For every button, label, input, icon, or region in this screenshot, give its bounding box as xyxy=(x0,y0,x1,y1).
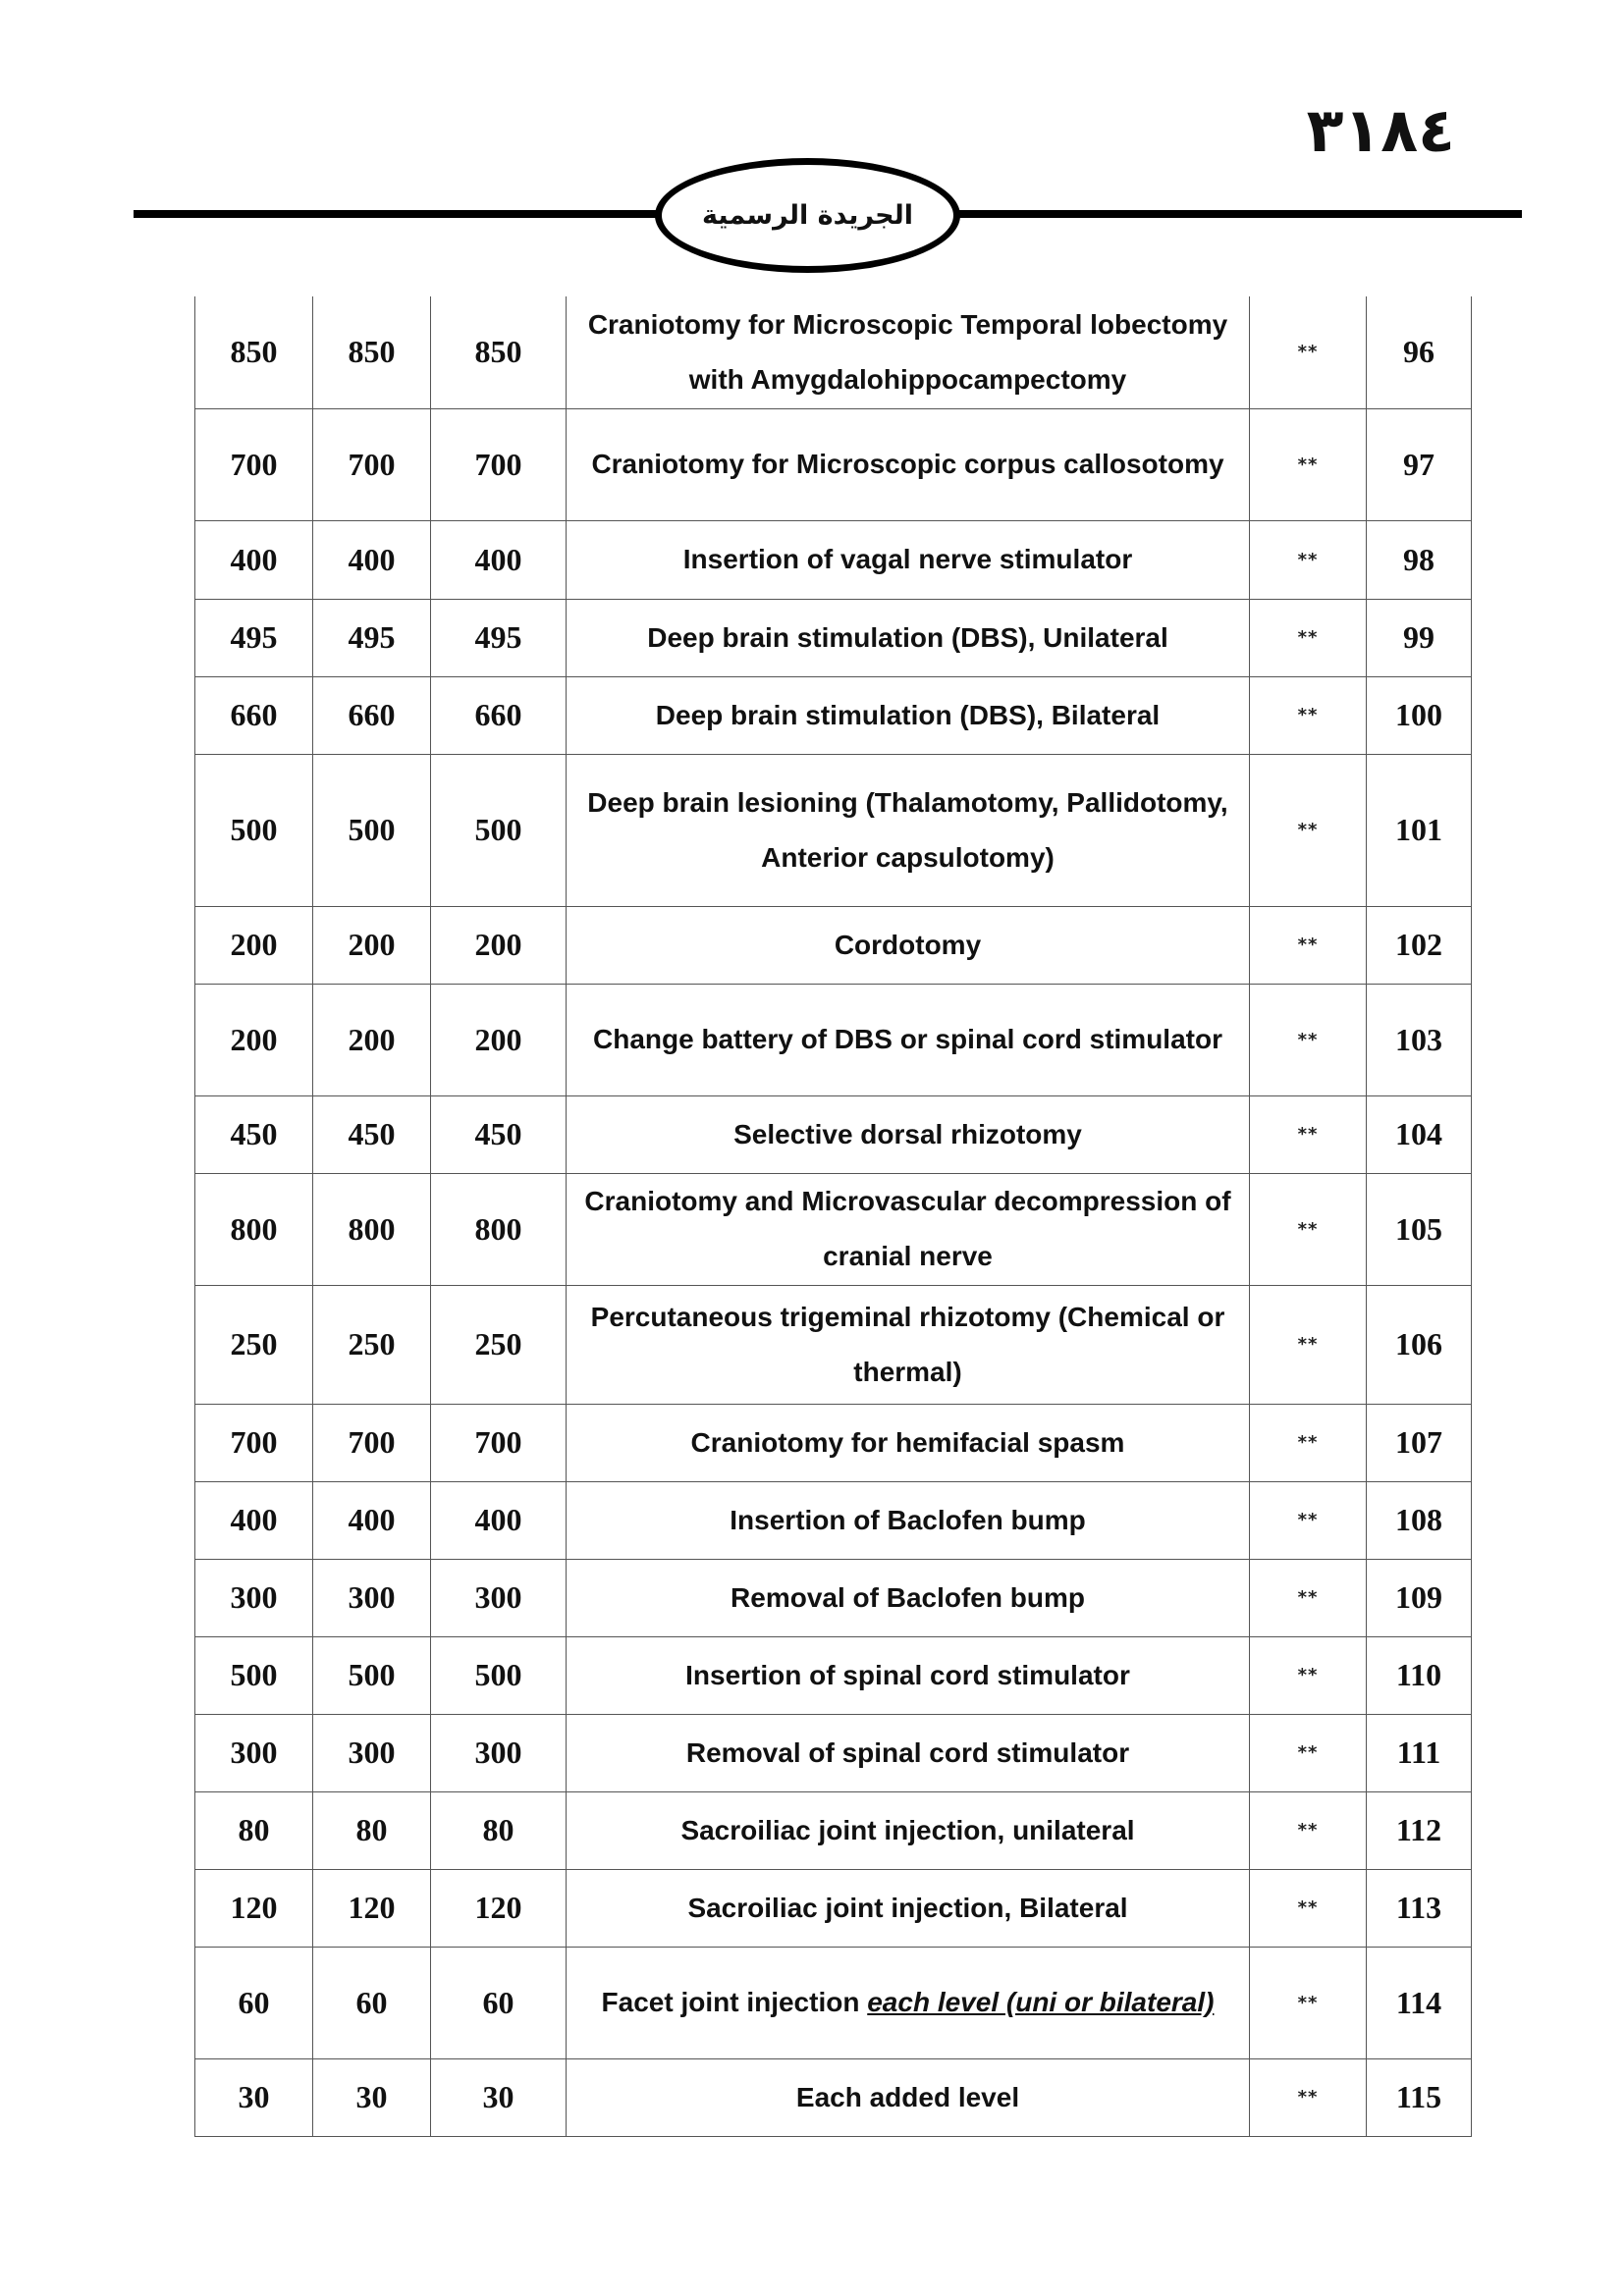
item-number-cell-text: 114 xyxy=(1395,1984,1442,2020)
fee-cell-2 xyxy=(313,1481,431,1559)
item-number-cell-text: 96 xyxy=(1403,334,1435,370)
procedure-cell xyxy=(567,1559,1250,1636)
mark-cell-text: ** xyxy=(1297,1432,1319,1453)
mark-cell-text: ** xyxy=(1297,1334,1319,1355)
procedure-cell xyxy=(567,984,1250,1095)
table-row xyxy=(195,1869,1472,1947)
fee-cell-2 xyxy=(313,599,431,676)
item-number-cell xyxy=(1367,599,1472,676)
procedure-cell xyxy=(567,1636,1250,1714)
procedure-cell xyxy=(567,1869,1250,1947)
procedure-cell-text: Deep brain stimulation (DBS), Bilateral xyxy=(655,699,1161,730)
mark-cell xyxy=(1250,906,1367,984)
item-number-cell-text: 104 xyxy=(1395,1116,1442,1151)
mark-cell xyxy=(1250,2058,1367,2136)
fee-cell-1-text: 400 xyxy=(230,541,278,577)
procedure-cell-text: Each added level xyxy=(795,2081,1020,2112)
fee-cell-2 xyxy=(313,984,431,1095)
fee-cell-2-text: 700 xyxy=(348,1424,396,1460)
fee-cell-1-text: 400 xyxy=(230,1502,278,1537)
item-number-cell xyxy=(1367,1791,1472,1869)
fee-cell-1-text: 800 xyxy=(230,1210,278,1247)
fee-cell-1-text: 500 xyxy=(230,1657,278,1692)
fee-cell-3 xyxy=(431,296,567,408)
procedure-cell-text: Deep brain stimulation (DBS), Unilateral xyxy=(647,621,1168,653)
fee-cell-2-text: 450 xyxy=(348,1116,396,1151)
fee-cell-2-text: 400 xyxy=(348,541,396,577)
fee-cell-2-text: 495 xyxy=(348,619,396,655)
fee-cell-3 xyxy=(431,2058,567,2136)
item-number-cell xyxy=(1367,520,1472,599)
fee-cell-1 xyxy=(195,1173,313,1285)
mark-cell-text: ** xyxy=(1297,454,1319,475)
fee-cell-1 xyxy=(195,1869,313,1947)
procedure-cell-text: Craniotomy for Microscopic corpus callosotomy xyxy=(591,449,1224,479)
fee-cell-2 xyxy=(313,1095,431,1173)
table-row xyxy=(195,1947,1472,2058)
fee-cell-3-text: 80 xyxy=(482,1812,514,1847)
fee-cell-1-text: 200 xyxy=(230,927,278,962)
table-row xyxy=(195,1285,1472,1404)
table-row xyxy=(195,1714,1472,1791)
procedure-cell-text: Sacroiliac joint injection, Bilateral xyxy=(687,1892,1128,1923)
mark-cell-text: ** xyxy=(1297,342,1319,363)
table-row xyxy=(195,984,1472,1095)
fee-cell-1-text: 700 xyxy=(230,1424,278,1460)
fee-cell-3 xyxy=(431,1947,567,2058)
procedure-cell xyxy=(567,1947,1250,2058)
mark-cell-text: ** xyxy=(1297,1665,1319,1685)
procedure-cell-text: Sacroiliac joint injection, unilateral xyxy=(680,1814,1135,1845)
fee-cell-3-text: 500 xyxy=(474,812,522,847)
procedure-cell-text: Craniotomy and Microvascular decompression of cranial nerve xyxy=(584,1186,1231,1271)
fee-cell-2 xyxy=(313,1714,431,1791)
fee-cell-3 xyxy=(431,984,567,1095)
item-number-cell-text: 107 xyxy=(1395,1424,1442,1460)
procedure-cell xyxy=(567,296,1250,408)
procedure-cell-text: Deep brain lesioning (Thalamotomy, Pallidotomy, Anterior capsulotomy) xyxy=(587,786,1228,873)
fee-cell-2-text: 500 xyxy=(348,812,396,847)
table-row xyxy=(195,296,1472,408)
procedure-cell-text: Selective dorsal rhizotomy xyxy=(733,1118,1082,1149)
item-number-cell xyxy=(1367,1714,1472,1791)
table-row xyxy=(195,906,1472,984)
fee-cell-3 xyxy=(431,1869,567,1947)
fee-cell-2 xyxy=(313,1285,431,1404)
fee-cell-1 xyxy=(195,676,313,754)
procedure-cell-text: Craniotomy for hemifacial spasm xyxy=(690,1426,1125,1458)
mark-cell-text: ** xyxy=(1297,1124,1319,1145)
table-row xyxy=(195,676,1472,754)
fee-cell-2-text: 250 xyxy=(348,1326,396,1362)
fee-cell-1 xyxy=(195,754,313,906)
fee-cell-3 xyxy=(431,754,567,906)
fee-cell-1 xyxy=(195,906,313,984)
fee-cell-1-text: 300 xyxy=(230,1735,278,1770)
fee-cell-3-text: 700 xyxy=(474,1424,522,1460)
mark-cell xyxy=(1250,1636,1367,1714)
fee-cell-1-text: 250 xyxy=(230,1326,278,1362)
item-number-cell xyxy=(1367,296,1472,408)
fee-cell-1 xyxy=(195,1636,313,1714)
fee-cell-2-text: 200 xyxy=(348,927,396,962)
item-number-cell-text: 112 xyxy=(1395,1812,1442,1847)
fee-cell-1 xyxy=(195,1285,313,1404)
fee-cell-1 xyxy=(195,984,313,1095)
fee-cell-2-text: 60 xyxy=(355,1984,388,2020)
fee-cell-2 xyxy=(313,676,431,754)
fee-cell-2-text: 120 xyxy=(348,1890,396,1925)
mark-cell-text: ** xyxy=(1297,1742,1319,1763)
fee-cell-2-text: 660 xyxy=(348,697,396,732)
fee-cell-1 xyxy=(195,1791,313,1869)
table-row xyxy=(195,754,1472,906)
fee-cell-1-text: 700 xyxy=(230,446,278,482)
fee-cell-1-text: 850 xyxy=(230,334,278,370)
fee-cell-3-text: 400 xyxy=(474,1502,522,1537)
item-number-cell xyxy=(1367,1636,1472,1714)
procedure-cell xyxy=(567,676,1250,754)
fee-cell-1 xyxy=(195,1404,313,1481)
procedure-cell xyxy=(567,754,1250,906)
fee-cell-1 xyxy=(195,599,313,676)
item-number-cell-text: 106 xyxy=(1395,1326,1442,1362)
table-row xyxy=(195,1791,1472,1869)
fee-cell-3 xyxy=(431,1173,567,1285)
mark-cell-text: ** xyxy=(1297,627,1319,648)
fee-cell-3-text: 660 xyxy=(474,697,522,732)
fee-table xyxy=(194,296,1472,2137)
fee-cell-1-text: 500 xyxy=(230,812,278,847)
table-row xyxy=(195,1173,1472,1285)
procedure-cell xyxy=(567,408,1250,520)
fee-cell-1-text: 200 xyxy=(230,1021,278,1057)
page-number: ٣١٨٤ xyxy=(1306,94,1455,166)
fee-cell-1-text: 30 xyxy=(238,2079,270,2114)
fee-cell-1-text: 60 xyxy=(238,1984,270,2020)
table-row xyxy=(195,1636,1472,1714)
procedure-cell-text: Insertion of Baclofen bump xyxy=(730,1504,1086,1535)
table-row xyxy=(195,1481,1472,1559)
fee-cell-3 xyxy=(431,1559,567,1636)
table-row xyxy=(195,1404,1472,1481)
mark-cell xyxy=(1250,408,1367,520)
item-number-cell-text: 97 xyxy=(1403,446,1435,482)
fee-cell-1 xyxy=(195,1559,313,1636)
fee-cell-1-text: 300 xyxy=(230,1579,278,1615)
fee-cell-3 xyxy=(431,1285,567,1404)
fee-cell-2 xyxy=(313,906,431,984)
fee-cell-2-text: 30 xyxy=(355,2079,388,2114)
mark-cell xyxy=(1250,1481,1367,1559)
mark-cell-text: ** xyxy=(1297,705,1319,725)
procedure-cell-text: Removal of spinal cord stimulator xyxy=(685,1736,1130,1768)
item-number-cell-text: 103 xyxy=(1395,1021,1442,1057)
table-row xyxy=(195,2058,1472,2136)
table-row xyxy=(195,408,1472,520)
item-number-cell xyxy=(1367,1173,1472,1285)
procedure-cell xyxy=(567,1481,1250,1559)
table-row xyxy=(195,1559,1472,1636)
mark-cell-text: ** xyxy=(1297,934,1319,955)
item-number-cell xyxy=(1367,1095,1472,1173)
fee-cell-3-text: 500 xyxy=(474,1657,522,1692)
procedure-cell xyxy=(567,1173,1250,1285)
item-number-cell-text: 101 xyxy=(1395,812,1442,847)
fee-cell-1-text: 80 xyxy=(238,1812,270,1847)
procedure-cell xyxy=(567,1404,1250,1481)
item-number-cell xyxy=(1367,676,1472,754)
item-number-cell-text: 108 xyxy=(1395,1502,1442,1537)
procedure-cell-text: Cordotomy xyxy=(834,929,982,960)
fee-cell-2 xyxy=(313,296,431,408)
item-number-cell-text: 109 xyxy=(1395,1579,1442,1615)
table-row xyxy=(195,599,1472,676)
procedure-cell xyxy=(567,906,1250,984)
fee-cell-2 xyxy=(313,754,431,906)
fee-cell-3-text: 200 xyxy=(474,1021,522,1057)
fee-cell-3-text: 300 xyxy=(474,1735,522,1770)
fee-cell-3-text: 300 xyxy=(474,1579,522,1615)
mark-cell xyxy=(1250,520,1367,599)
fee-cell-1-text: 120 xyxy=(230,1890,278,1925)
fee-cell-3 xyxy=(431,520,567,599)
table-row xyxy=(195,520,1472,599)
procedure-cell xyxy=(567,2058,1250,2136)
item-number-cell xyxy=(1367,1559,1472,1636)
fee-cell-1 xyxy=(195,408,313,520)
fee-cell-2-text: 80 xyxy=(355,1812,388,1847)
fee-cell-3-text: 400 xyxy=(474,541,522,577)
mark-cell-text: ** xyxy=(1297,1587,1319,1608)
fee-cell-2-text: 300 xyxy=(348,1735,396,1770)
mark-cell xyxy=(1250,1947,1367,2058)
fee-cell-2 xyxy=(313,520,431,599)
fee-cell-2-text: 200 xyxy=(348,1021,396,1057)
item-number-cell-text: 105 xyxy=(1395,1210,1442,1247)
fee-cell-3-text: 120 xyxy=(474,1890,522,1925)
mark-cell xyxy=(1250,1869,1367,1947)
fee-cell-2 xyxy=(313,1947,431,2058)
fee-cell-1-text: 660 xyxy=(230,697,278,732)
procedure-cell xyxy=(567,599,1250,676)
procedure-cell-text: Percutaneous trigeminal rhizotomy (Chemical or thermal) xyxy=(590,1301,1225,1387)
gazette-header-oval xyxy=(655,158,960,273)
fee-cell-2 xyxy=(313,1791,431,1869)
mark-cell-text: ** xyxy=(1297,1992,1319,2013)
fee-cell-1-text: 450 xyxy=(230,1116,278,1151)
fee-cell-3 xyxy=(431,1481,567,1559)
item-number-cell xyxy=(1367,2058,1472,2136)
mark-cell xyxy=(1250,1791,1367,1869)
fee-cell-3 xyxy=(431,1404,567,1481)
fee-cell-3 xyxy=(431,408,567,520)
fee-cell-1 xyxy=(195,1095,313,1173)
fee-cell-2-text: 850 xyxy=(348,334,396,370)
item-number-cell-text: 110 xyxy=(1395,1657,1442,1692)
item-number-cell xyxy=(1367,1947,1472,2058)
fee-cell-1 xyxy=(195,2058,313,2136)
procedure-cell xyxy=(567,520,1250,599)
item-number-cell xyxy=(1367,1869,1472,1947)
mark-cell xyxy=(1250,1173,1367,1285)
mark-cell-text: ** xyxy=(1297,1218,1319,1240)
item-number-cell xyxy=(1367,984,1472,1095)
item-number-cell-text: 113 xyxy=(1395,1890,1442,1925)
procedure-cell-text: Insertion of spinal cord stimulator xyxy=(685,1659,1130,1690)
procedure-cell xyxy=(567,1285,1250,1404)
mark-cell-text: ** xyxy=(1297,1820,1319,1841)
fee-cell-2 xyxy=(313,408,431,520)
fee-cell-2 xyxy=(313,2058,431,2136)
item-number-cell-text: 99 xyxy=(1403,619,1435,655)
item-number-cell xyxy=(1367,1285,1472,1404)
item-number-cell-text: 100 xyxy=(1395,697,1442,732)
fee-cell-3-text: 60 xyxy=(482,1984,514,2020)
item-number-cell xyxy=(1367,906,1472,984)
fee-cell-3-text: 700 xyxy=(474,446,522,482)
procedure-cell-text: Craniotomy for Microscopic Temporal lobectomy with Amygdalohippocampectomy xyxy=(587,308,1228,395)
item-number-cell xyxy=(1367,754,1472,906)
mark-cell xyxy=(1250,1559,1367,1636)
fee-cell-3 xyxy=(431,906,567,984)
fee-cell-2-text: 500 xyxy=(348,1657,396,1692)
fee-cell-3-text: 30 xyxy=(482,2079,514,2114)
fee-cell-1 xyxy=(195,1714,313,1791)
fee-cell-2 xyxy=(313,1559,431,1636)
fee-cell-1 xyxy=(195,1481,313,1559)
mark-cell-text: ** xyxy=(1297,1897,1319,1918)
fee-cell-2-text: 700 xyxy=(348,446,396,482)
fee-cell-3-text: 250 xyxy=(474,1326,522,1362)
mark-cell xyxy=(1250,296,1367,408)
procedure-cell xyxy=(567,1791,1250,1869)
mark-cell-text: ** xyxy=(1297,1029,1319,1050)
table-row xyxy=(195,1095,1472,1173)
fee-cell-1-text: 495 xyxy=(230,619,278,655)
fee-cell-3-text: 495 xyxy=(474,619,522,655)
item-number-cell-text: 111 xyxy=(1396,1735,1441,1770)
procedure-emphasis-text: each level (uni or bilateral) xyxy=(867,1987,1215,2017)
item-number-cell xyxy=(1367,1404,1472,1481)
mark-cell-text: ** xyxy=(1297,549,1319,570)
mark-cell-text: ** xyxy=(1297,1510,1319,1530)
procedure-cell xyxy=(567,1714,1250,1791)
fee-cell-2 xyxy=(313,1404,431,1481)
mark-cell xyxy=(1250,984,1367,1095)
fee-cell-1 xyxy=(195,1947,313,2058)
fee-cell-2-text: 400 xyxy=(348,1502,396,1537)
fee-cell-3 xyxy=(431,1714,567,1791)
mark-cell xyxy=(1250,1285,1367,1404)
procedure-cell-text: Insertion of vagal nerve stimulator xyxy=(682,544,1133,574)
mark-cell xyxy=(1250,676,1367,754)
procedure-cell-text: Change battery of DBS or spinal cord stimulator xyxy=(593,1024,1222,1054)
procedure-cell-text: Removal of Baclofen bump xyxy=(731,1581,1085,1613)
fee-cell-3-text: 200 xyxy=(474,927,522,962)
mark-cell xyxy=(1250,1404,1367,1481)
procedure-cell-text: Facet joint injection xyxy=(601,1987,868,2017)
mark-cell xyxy=(1250,1095,1367,1173)
mark-cell-text: ** xyxy=(1297,2087,1319,2108)
mark-cell xyxy=(1250,754,1367,906)
fee-cell-1 xyxy=(195,520,313,599)
fee-cell-2-text: 300 xyxy=(348,1579,396,1615)
fee-cell-2 xyxy=(313,1173,431,1285)
item-number-cell-text: 98 xyxy=(1403,541,1435,577)
item-number-cell-text: 102 xyxy=(1395,927,1442,962)
fee-cell-2 xyxy=(313,1869,431,1947)
item-number-cell xyxy=(1367,1481,1472,1559)
procedure-cell xyxy=(567,1095,1250,1173)
item-number-cell xyxy=(1367,408,1472,520)
fee-cell-3-text: 800 xyxy=(474,1210,522,1247)
fee-cell-3 xyxy=(431,1791,567,1869)
mark-cell xyxy=(1250,599,1367,676)
mark-cell xyxy=(1250,1714,1367,1791)
fee-cell-2-text: 800 xyxy=(348,1210,396,1247)
fee-cell-3-text: 850 xyxy=(474,334,522,370)
fee-cell-3 xyxy=(431,676,567,754)
gazette-title: الجريدة الرسمية xyxy=(702,200,913,231)
fee-cell-1 xyxy=(195,296,313,408)
item-number-cell-text: 115 xyxy=(1395,2079,1442,2114)
fee-cell-3-text: 450 xyxy=(474,1116,522,1151)
fee-cell-3 xyxy=(431,1636,567,1714)
fee-cell-2 xyxy=(313,1636,431,1714)
mark-cell-text: ** xyxy=(1297,820,1319,840)
fee-cell-3 xyxy=(431,1095,567,1173)
fee-table-body xyxy=(195,296,1472,2136)
fee-cell-3 xyxy=(431,599,567,676)
